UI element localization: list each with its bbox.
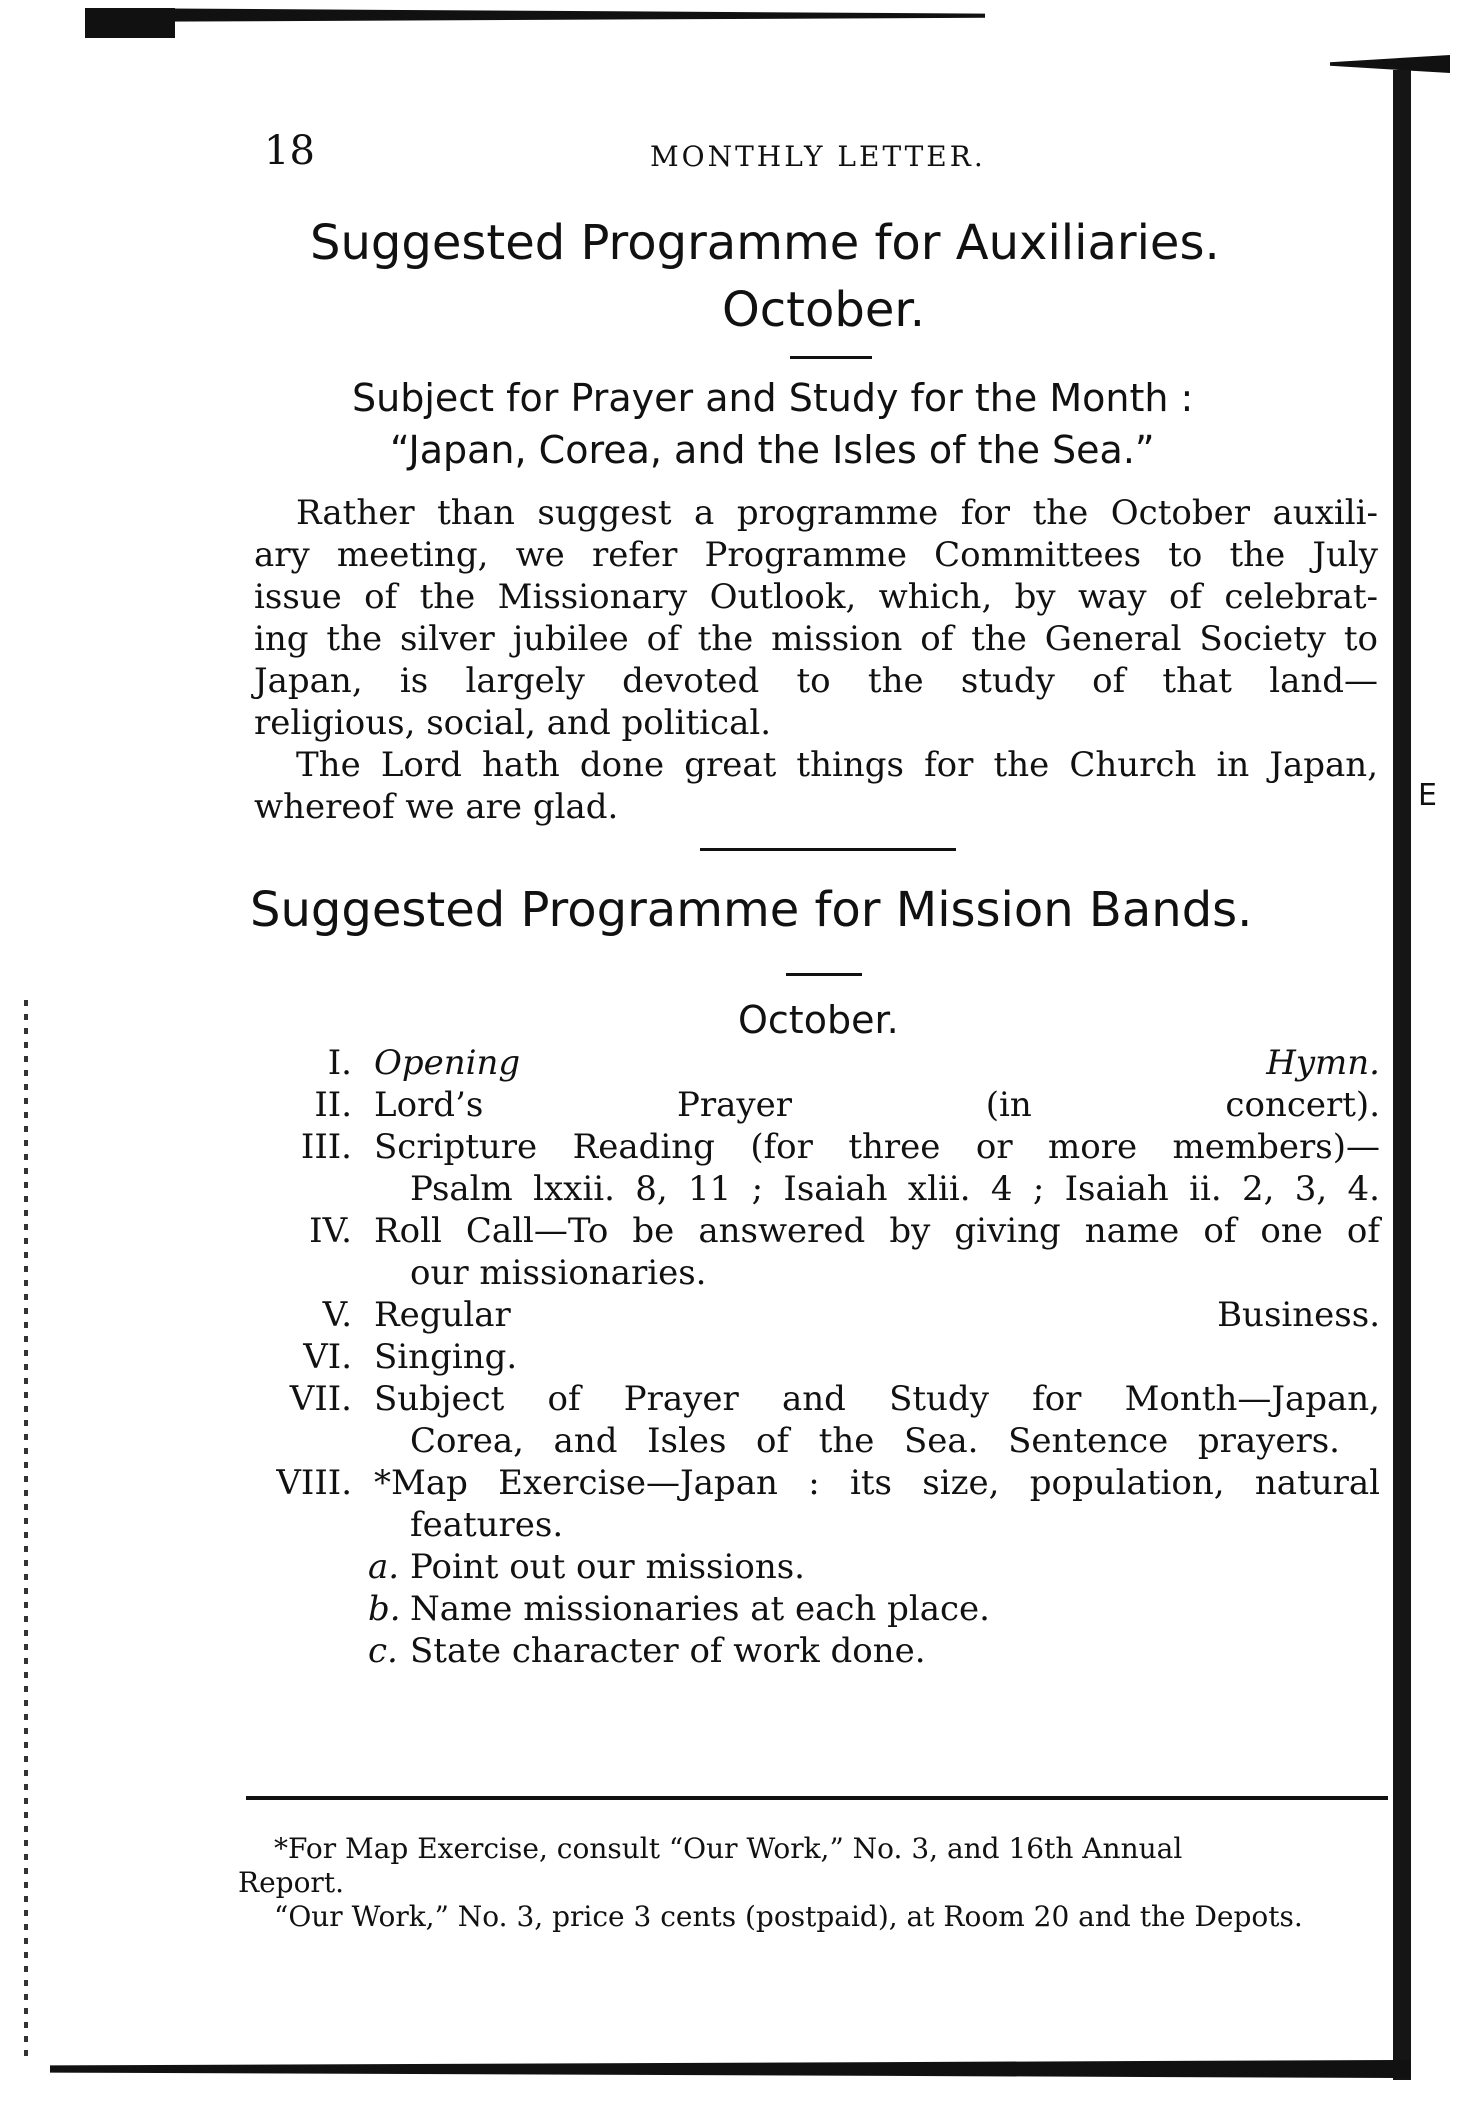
- sub-item-text: Name missionaries at each place.: [410, 1589, 990, 1629]
- item-text: Subject of Prayer and Study for Month—Japan,: [374, 1379, 1380, 1419]
- facing-page-letter: E: [1418, 778, 1437, 813]
- sub-item: [368, 1630, 1380, 1672]
- item-text: Regular Business.: [374, 1295, 1380, 1335]
- scan-edge-right-cap: [1330, 55, 1450, 73]
- item-text: Scripture Reading (for three or more members)—: [374, 1127, 1380, 1167]
- auxiliaries-paragraph: [254, 492, 1378, 828]
- item-text: our missionaries.: [410, 1253, 707, 1293]
- paragraph-line: ing the silver jubilee of the mission of the General Society to: [254, 619, 1378, 659]
- sub-item-letter: a.: [368, 1547, 400, 1587]
- list-item: [240, 1378, 1380, 1462]
- item-numeral: I.: [327, 1043, 352, 1083]
- page-number: 18: [264, 128, 315, 174]
- list-item: [240, 1336, 1380, 1378]
- item-text: Roll Call—To be answered by giving name of one of: [374, 1211, 1380, 1251]
- scan-edge-top: [85, 8, 985, 22]
- sub-item-letter: c.: [368, 1631, 398, 1671]
- item-numeral: IV.: [309, 1211, 352, 1251]
- item-numeral: VII.: [289, 1379, 352, 1419]
- sub-item: [368, 1546, 1380, 1588]
- sub-item: [368, 1588, 1380, 1630]
- scan-edge-corner: [85, 8, 175, 38]
- footnote-line: Report.: [238, 1866, 344, 1899]
- title-rule: [790, 356, 872, 359]
- item-numeral: II.: [314, 1085, 352, 1125]
- item-text: Lord’s Prayer (in concert).: [374, 1085, 1380, 1125]
- closing-line: whereof we are glad.: [254, 787, 619, 827]
- programme-list: [240, 1042, 1380, 1672]
- sub-item-text: State character of work done.: [410, 1631, 926, 1671]
- subject-topic: “Japan, Corea, and the Isles of the Sea.”: [390, 428, 1155, 472]
- item-numeral: III.: [300, 1127, 352, 1167]
- item-numeral: VI.: [303, 1337, 352, 1377]
- footnotes: [238, 1832, 1388, 1934]
- list-item: [240, 1210, 1380, 1294]
- auxiliaries-month: October.: [722, 282, 925, 338]
- closing-line: The Lord hath done great things for the Church in Japan,: [296, 745, 1378, 785]
- subject-line: Subject for Prayer and Study for the Month :: [352, 376, 1194, 420]
- item-text: *Map Exercise—Japan : its size, population, natural: [374, 1463, 1380, 1503]
- list-item: [240, 1462, 1380, 1546]
- item-numeral: VIII.: [276, 1463, 352, 1503]
- item-text: Corea, and Isles of the Sea. Sentence prayers.: [410, 1421, 1340, 1461]
- sub-item-text: Point out our missions.: [410, 1547, 805, 1587]
- sub-item-letter: b.: [368, 1589, 401, 1629]
- item-numeral: V.: [322, 1295, 352, 1335]
- section-rule: [700, 848, 956, 851]
- scan-edge-right: [1393, 70, 1411, 2080]
- paragraph-line: ary meeting, we refer Programme Committees to the July: [254, 535, 1378, 575]
- list-item: [240, 1042, 1380, 1084]
- item-text: Psalm lxxii. 8, 11 ; Isaiah xlii. 4 ; Isaiah ii. 2, 3, 4.: [410, 1169, 1380, 1209]
- list-item: [240, 1294, 1380, 1336]
- footnote-line: *For Map Exercise, consult “Our Work,” No. 3, and 16th Annual: [274, 1832, 1183, 1865]
- item-text: Opening Hymn.: [374, 1043, 1380, 1083]
- title-rule: [786, 973, 862, 976]
- paragraph-line: Japan, is largely devoted to the study of that land—: [254, 661, 1378, 701]
- list-item: [240, 1084, 1380, 1126]
- auxiliaries-title: Suggested Programme for Auxiliaries.: [310, 215, 1220, 271]
- footnote-line: “Our Work,” No. 3, price 3 cents (postpaid), at Room 20 and the Depots.: [274, 1900, 1303, 1933]
- running-title: MONTHLY LETTER.: [650, 140, 986, 173]
- item-text: Singing.: [374, 1337, 518, 1377]
- mission-bands-title: Suggested Programme for Mission Bands.: [250, 882, 1253, 938]
- scan-edge-bottom: [50, 2060, 1410, 2078]
- paragraph-line: Rather than suggest a programme for the October auxili-: [296, 493, 1378, 533]
- item-text: features.: [410, 1505, 564, 1545]
- running-head: [264, 128, 1388, 178]
- paragraph-line: issue of the Missionary Outlook, which, by way of celebrat-: [254, 577, 1378, 617]
- scan-edge-left: [24, 1000, 28, 2060]
- footnote-rule: [246, 1796, 1388, 1800]
- mission-bands-month: October.: [738, 998, 899, 1042]
- paragraph-line: religious, social, and political.: [254, 703, 772, 743]
- list-item: [240, 1126, 1380, 1210]
